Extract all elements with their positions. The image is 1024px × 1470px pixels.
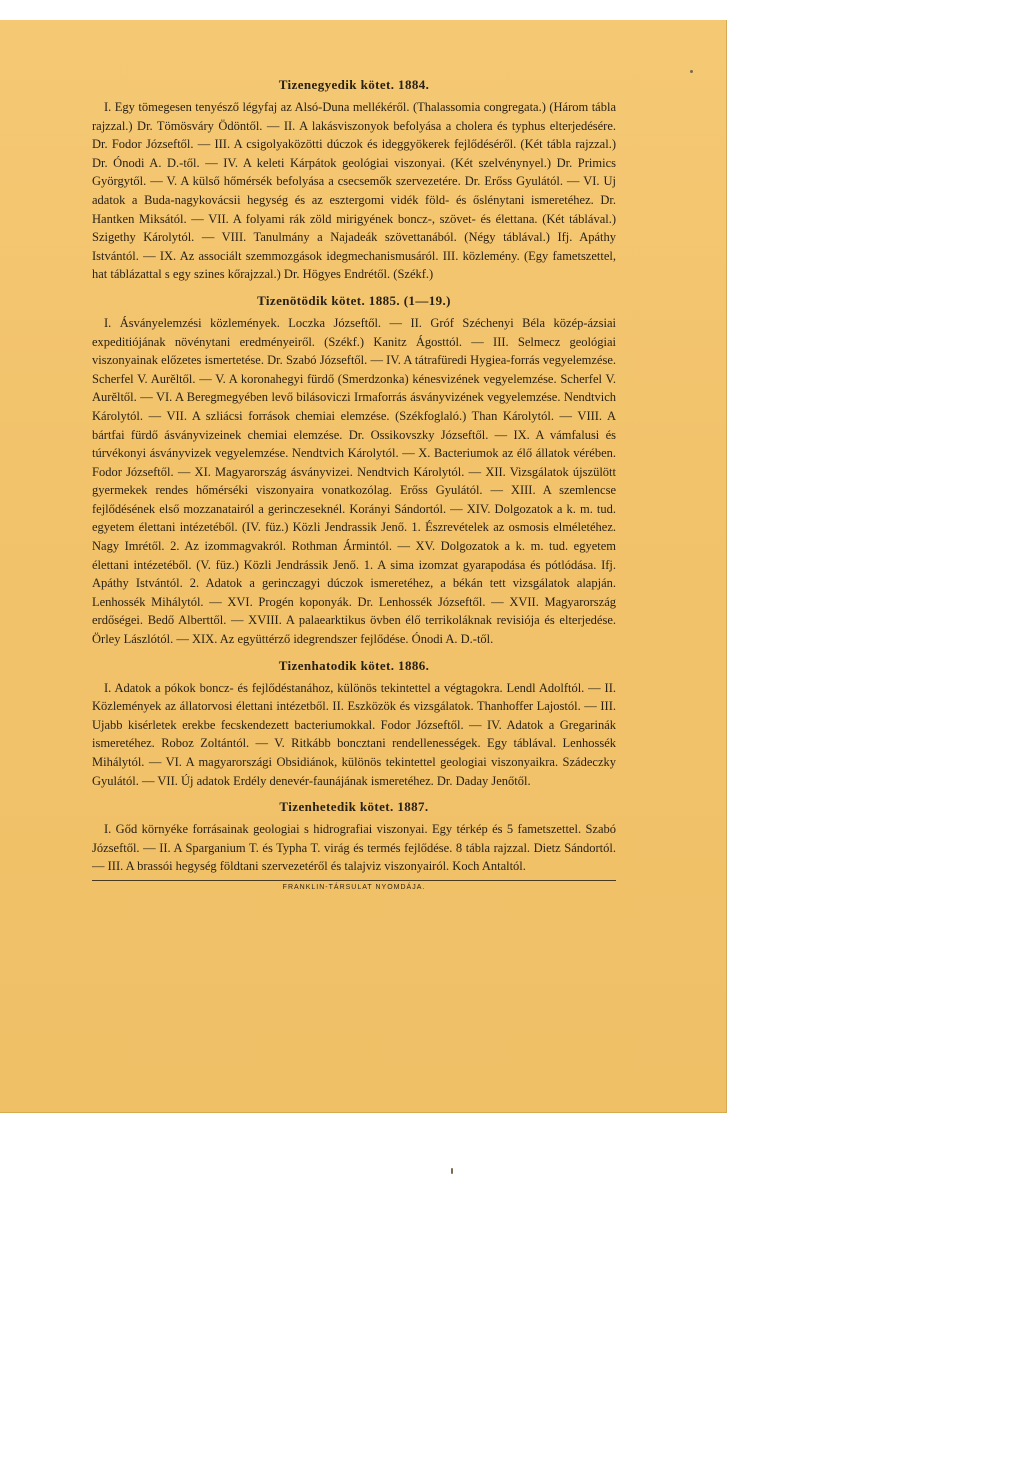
volume-11-contents: I. Egy tömegesen tenyésző légyfaj az Alsó-Duna mellékéről. (Thalassomia congregata.) (Három tábla rajzzal.) Dr. Tömösváry Ödöntől. — II. A lakásviszonyok befolyása a cholera és typhus elterjedésére. Dr. Fodor Józseftől. — III. A csigolyaközötti dúczok és ideggyökerek fejlődéséről. (Két tábla rajzzal.) Dr. Ónodi A. D.-től. — IV. A keleti Kárpátok geológiai viszonyai. (Két szelvénynyel.) Dr. Primics Györgytől. — V. A külső hőmérsék befolyása a csecsemők szervezetére. Dr. Erőss Gyulától. — VI. Uj adatok a Buda-nagykovácsii hegység és az esztergomi vidék föld- és őslénytani ismeretéhez. Dr. Hantken Miksától. — VII. A folyami rák zöld mirigyének boncz-, szövet- és élettana. (Két táblával.) Szigethy Károlytól. — VIII. Tanulmány a Najadeák szövettanából. (Négy táblával.) Ifj. Apáthy Istvántól. — IX. Az associált szemmozgások idegmechanismusáról. III. közlemény. (Egy fametszettel, hat táblázattal s egy szines kőrajzzal.) Dr. Högyes Endrétől. (Székf.) [92,100,616,282]
volume-15-contents: I. Ásványelemzési közlemények. Loczka Józseftől. — II. Gróf Széchenyi Béla közép-ázsiai expeditiójának növénytani eredményeiről. (Székf.) Kanitz Ágosttól. — III. Selmecz geológiai viszonyainak előzetes ismertetése. Dr. Szabó Józseftől. — IV. A tátrafüredi Hygiea-forrás vegyelemzése. Scherfel V. Aurěltől. — V. A koronahegyi fürdő (Smerdzonka) kénesvizének vegyelemzése. Scherfel V. Aurěltől. — VI. A Beregmegyében levő bilásoviczi Irmaforrás ásványvizének vegyelemzése. Nendtvich Károlytól. — VII. A szliácsi források chemiai elemzése. (Székfoglaló.) Than Károlytól. — VIII. A bártfai fürdő ásványvizeinek chemiai elemzése. Dr. Ossikovszky Józseftől. — IX. A vámfalusi és túrvékonyi ásványvizek vegyelemzése. Nendtvich Károlytól. — X. Bacteriumok az élő állatok vérében. Fodor Józseftől. — XI. Magyarország ásványvizei. Nendtvich Károlytól. — XII. Vizsgálatok újszülött gyermekek rendes hőmérséki viszonyaira vonatkozólag. Erőss Gyulától. — XIII. A szemlencse fejlődésének első mozzanatairól a gerinczeseknél. Korányi Sándortól. — XIV. Dolgozatok a k. m. tud. egyetem élettani intézetéből. (IV. füz.) Közli Jendrassik Jenő. 1. Észrevételek az osmosis elméletéhez. Nagy Imrétől. 2. Az izommagvakról. Rothman Ármintól. — XV. Dolgozatok a k. m. tud. egyetem élettani intézetéből. (V. füz.) Közli Jendrássik Jenő. 1. A sima izomzat gyarapodása és pótlódása. Ifj. Apáthy Istvántól. 2. Adatok a gerinczagyi dúczok ismeretéhez, a békán tett vizsgálatok alapján. Lenhossék Mihálytól. — XVI. Progén koponyák. Dr. Lenhossék Józseftől. — XVII. Magyarország erdőségei. Bedő Alberttől. — XVIII. A palaearktikus övben élő terrikoláknak revisiója és elterjedése. Örley Lászlótól. — XIX. Az együttérző idegrendszer fejlődése. Ónodi A. D.-től. [92,315,616,647]
volume-11-title: Tizenegyedik kötet. 1884. [278,77,430,92]
volume-list [92,76,616,893]
footer-rule [92,880,616,881]
volume-16-contents: I. Adatok a pókok boncz- és fejlődéstanához, különös tekintettel a végtagokra. Lendl Adolftól. — II. Közlemények az állatorvosi élettani intézetből. II. Eszközök és vizsgálatok. Thanhoffer Lajostól. — III. Ujabb kisérletek erekbe fecskendezett bacteriumokkal. Fodor Józseftől. — IV. Adatok a Gregarinák ismeretéhez. Roboz Zoltántól. — V. Ritkább boncztani rendellenességek. Egy táblával. Lenhossék Mihálytól. — VI. A magyarországi Obsidiánok, különös tekintettel geologiai viszonyaikra. Szádeczky Gyulától. — VII. Új adatok Erdély denevér-faunájának ismeretéhez. Dr. Daday Jenőtől. [92,680,616,788]
printer-imprint: FRANKLIN-TÁRSULAT NYOMDÁJA. [282,883,426,891]
volume-15-title: Tizenötödik kötet. 1885. (1—19.) [257,292,451,308]
volume-17-contents: I. Gőd környéke forrásainak geologiai s hidrografiai viszonyai. Egy térkép és 5 fametszettel. Szabó Józseftől. — II. A Sparganium T. és Typha T. virág és termés fejlődése. 8 tábla rajzzal. Dietz Sándortól. — III. A brassói hegység földtani szervezetéről és talajviz viszonyairól. Koch Antaltól. [92,822,616,874]
volume-16-title: Tizenhatodik kötet. 1886. [278,657,430,673]
paper-speck [451,1168,453,1174]
volume-17-title: Tizenhetedik kötet. 1887. [279,799,429,815]
document-page [0,20,727,1113]
paper-speck [690,70,693,73]
